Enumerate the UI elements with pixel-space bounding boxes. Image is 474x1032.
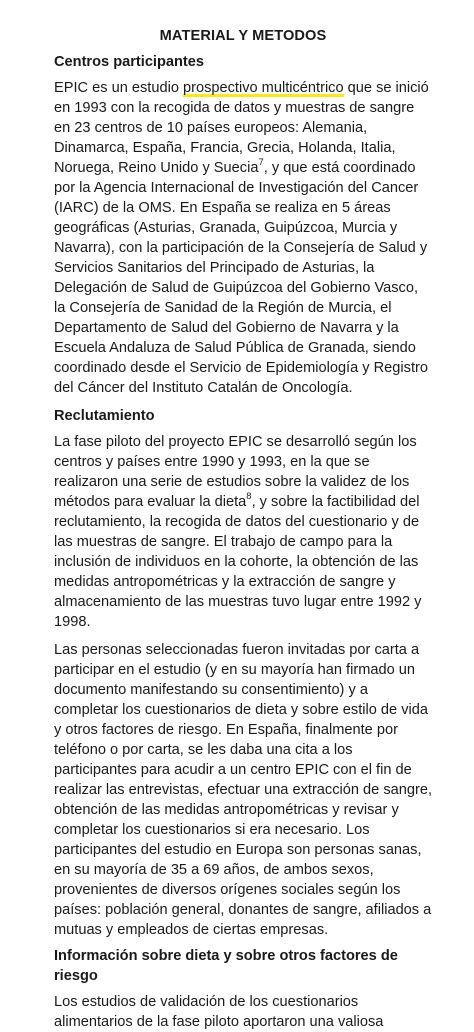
paragraph-informacion: Los estudios de validación de los cuestionarios alimentarios de la fase piloto aportaron una valiosa [54, 994, 384, 1030]
text-run: , y que está coordinado por la Agencia Internacional de Investigación del Cancer (IARC) de la OMS. En España se realiza en 5 áreas geográficas (Asturias, Granada, Guipúzcoa, Murcia y Navarra), con la participación de la Consejería de Salud y Servicios Sanitarios del Principado de Asturias, la Delegación de Salud de Guipúzcoa del Gobierno Vasco, la Consejería de Sanidad de la Región de Murcia, el Departamento de Salud del Gobierno de Navarra y la Escuela Andaluza de Salud Pública de Granada, siendo coordinado desde el Servicio de Epidemiología y Registro del Cáncer del Instituto Catalán de Oncología. [54, 160, 428, 396]
reference-superscript: 8 [246, 491, 252, 503]
text-run: EPIC es un estudio [54, 80, 183, 96]
text-run: que se inició en 1993 con la recogida de datos y muestras de sangre en 23 centros de 10 países europeos: Alemania, Dinamarca, España, Francia, Grecia, Holanda, Italia, Noruega, Reino Unido y Suecia [54, 80, 429, 176]
highlighted-text: prospectivo multicéntrico [183, 80, 344, 96]
document-title: MATERIAL Y METODOS [159, 28, 327, 44]
text-run: La fase piloto del proyecto EPIC se desarrolló según los centros y países entre 1990 y 1993, en la que se realizaron una serie de estudios sobre la validez de los métodos para evaluar la dieta [54, 434, 417, 510]
paragraph-reclutamiento-2: Las personas seleccionadas fueron invitadas por carta a participar en el estudio (y en su mayoría han firmado un documento manifestando su consentimiento) y a completar los cuestionarios de dieta y sobre estilo de vida y otros factores de riesgo. En España, finalmente por teléfono o por carta, se les daba una cita a los participantes para acudir a un centro EPIC con el fin de realizar las entrevistas, efectuar una extracción de sangre, obtención de las medidas antropométricas y revisar y completar los cuestionarios si era necesario. Los participantes del estudio en Europa son personas sanas, en su mayoría de 35 a 69 años, de ambos sexos, provenientes de diversos orígenes sociales según los países: población general, donantes de sangre, afiliados a mutuas y empleados de ciertas empresas. [54, 642, 433, 938]
section-heading-centros: Centros participantes [54, 54, 205, 70]
reference-superscript: 7 [258, 157, 264, 169]
section-heading-reclutamiento: Reclutamiento [54, 408, 155, 424]
section-heading-informacion: Información sobre dieta y sobre otros factores de riesgo [54, 948, 398, 984]
paragraph-centros [54, 78, 432, 398]
paragraph-reclutamiento-1 [54, 432, 432, 632]
text-run: , y sobre la factibilidad del reclutamiento, la recogida de datos del cuestionario y de las muestras de sangre. El trabajo de campo para la inclusión de individuos en la cohorte, la obtención de las medidas antropométricas y la extracción de sangre y almacenamiento de las muestras tuvo lugar entre 1992 y 1998. [54, 494, 422, 630]
